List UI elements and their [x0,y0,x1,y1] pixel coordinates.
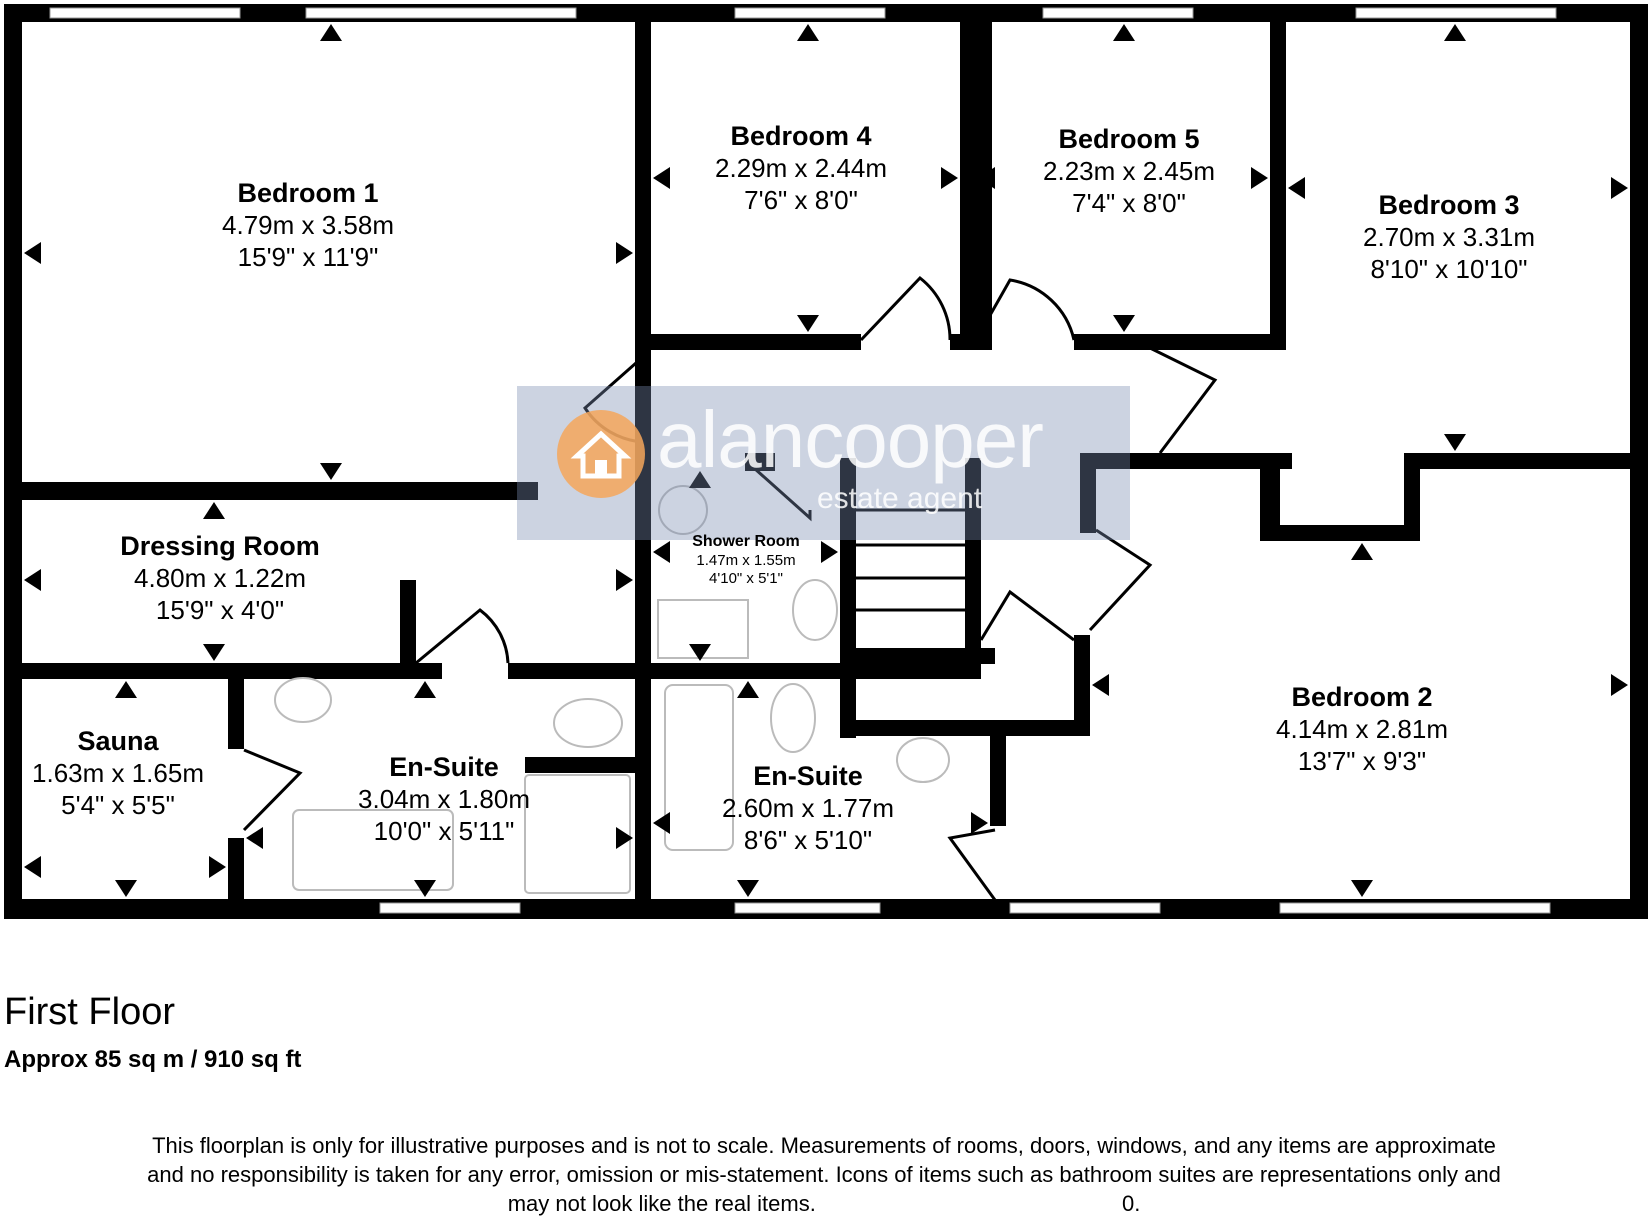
room-sauna [32,725,204,821]
room-imperial: 7'6" x 8'0" [744,184,858,215]
room-dressing-room [120,530,320,626]
room-name: En-Suite [753,761,863,791]
floor-title: First Floor [4,991,175,1033]
disclaimer-line-1: This floorplan is only for illustrative purposes and is not to scale. Measurements of rooms, doors, windows, and any items are approximate [152,1133,1496,1158]
room-bedroom-2 [1276,681,1448,777]
room-imperial: 5'4" x 5'5" [61,789,175,820]
room-name: Dressing Room [120,531,320,561]
room-name: Bedroom 1 [237,178,379,208]
room-metric: 3.04m x 1.80m [358,783,530,814]
room-en-suite-1 [358,751,530,847]
room-bedroom-1 [222,177,394,273]
room-name: Shower Room [692,533,800,550]
room-name: Bedroom 4 [730,121,872,151]
room-imperial: 7'4" x 8'0" [1072,187,1186,218]
disclaimer-line-3-tail: 0. [1121,1191,1141,1216]
watermark-tagline: estate agent [817,482,983,515]
room-metric: 4.80m x 1.22m [134,562,306,593]
room-imperial: 8'6" x 5'10" [743,824,873,855]
house-logo-icon [555,408,647,500]
room-shower-room [692,532,800,588]
room-imperial: 4'10" x 5'1" [709,569,783,587]
disclaimer-line-2: and no responsibility is taken for any error, omission or mis-statement. Icons of items such as bathroom suites are representations only and [147,1162,1501,1187]
disclaimer-line-3 [60,1189,1588,1218]
room-name: Bedroom 3 [1378,190,1520,220]
room-metric: 1.47m x 1.55m [696,551,796,569]
agent-watermark [517,386,1130,540]
room-metric: 1.63m x 1.65m [32,757,204,788]
room-metric: 4.79m x 3.58m [222,209,394,240]
room-name: Bedroom 2 [1291,682,1433,712]
room-metric: 4.14m x 2.81m [1276,713,1448,744]
disclaimer-line-3-text: may not look like the real items. [507,1191,816,1216]
room-bedroom-4 [715,120,887,216]
room-imperial: 15'9" x 11'9" [237,241,379,272]
floor-area: Approx 85 sq m / 910 sq ft [4,1046,302,1073]
room-name: Bedroom 5 [1058,124,1200,154]
room-imperial: 10'0" x 5'11" [373,815,515,846]
room-name: Sauna [77,726,159,756]
room-imperial: 8'10" x 10'10" [1370,253,1528,284]
disclaimer [60,1131,1588,1218]
room-name: En-Suite [389,752,499,782]
room-bedroom-5 [1043,123,1215,219]
room-en-suite-2 [722,760,894,856]
room-imperial: 13'7" x 9'3" [1297,745,1427,776]
room-metric: 2.23m x 2.45m [1043,155,1215,186]
room-bedroom-3 [1363,189,1535,285]
watermark-brand: alancooper [657,395,1043,484]
room-metric: 2.70m x 3.31m [1363,221,1535,252]
room-metric: 2.29m x 2.44m [715,152,887,183]
room-metric: 2.60m x 1.77m [722,792,894,823]
room-imperial: 15'9" x 4'0" [155,594,285,625]
